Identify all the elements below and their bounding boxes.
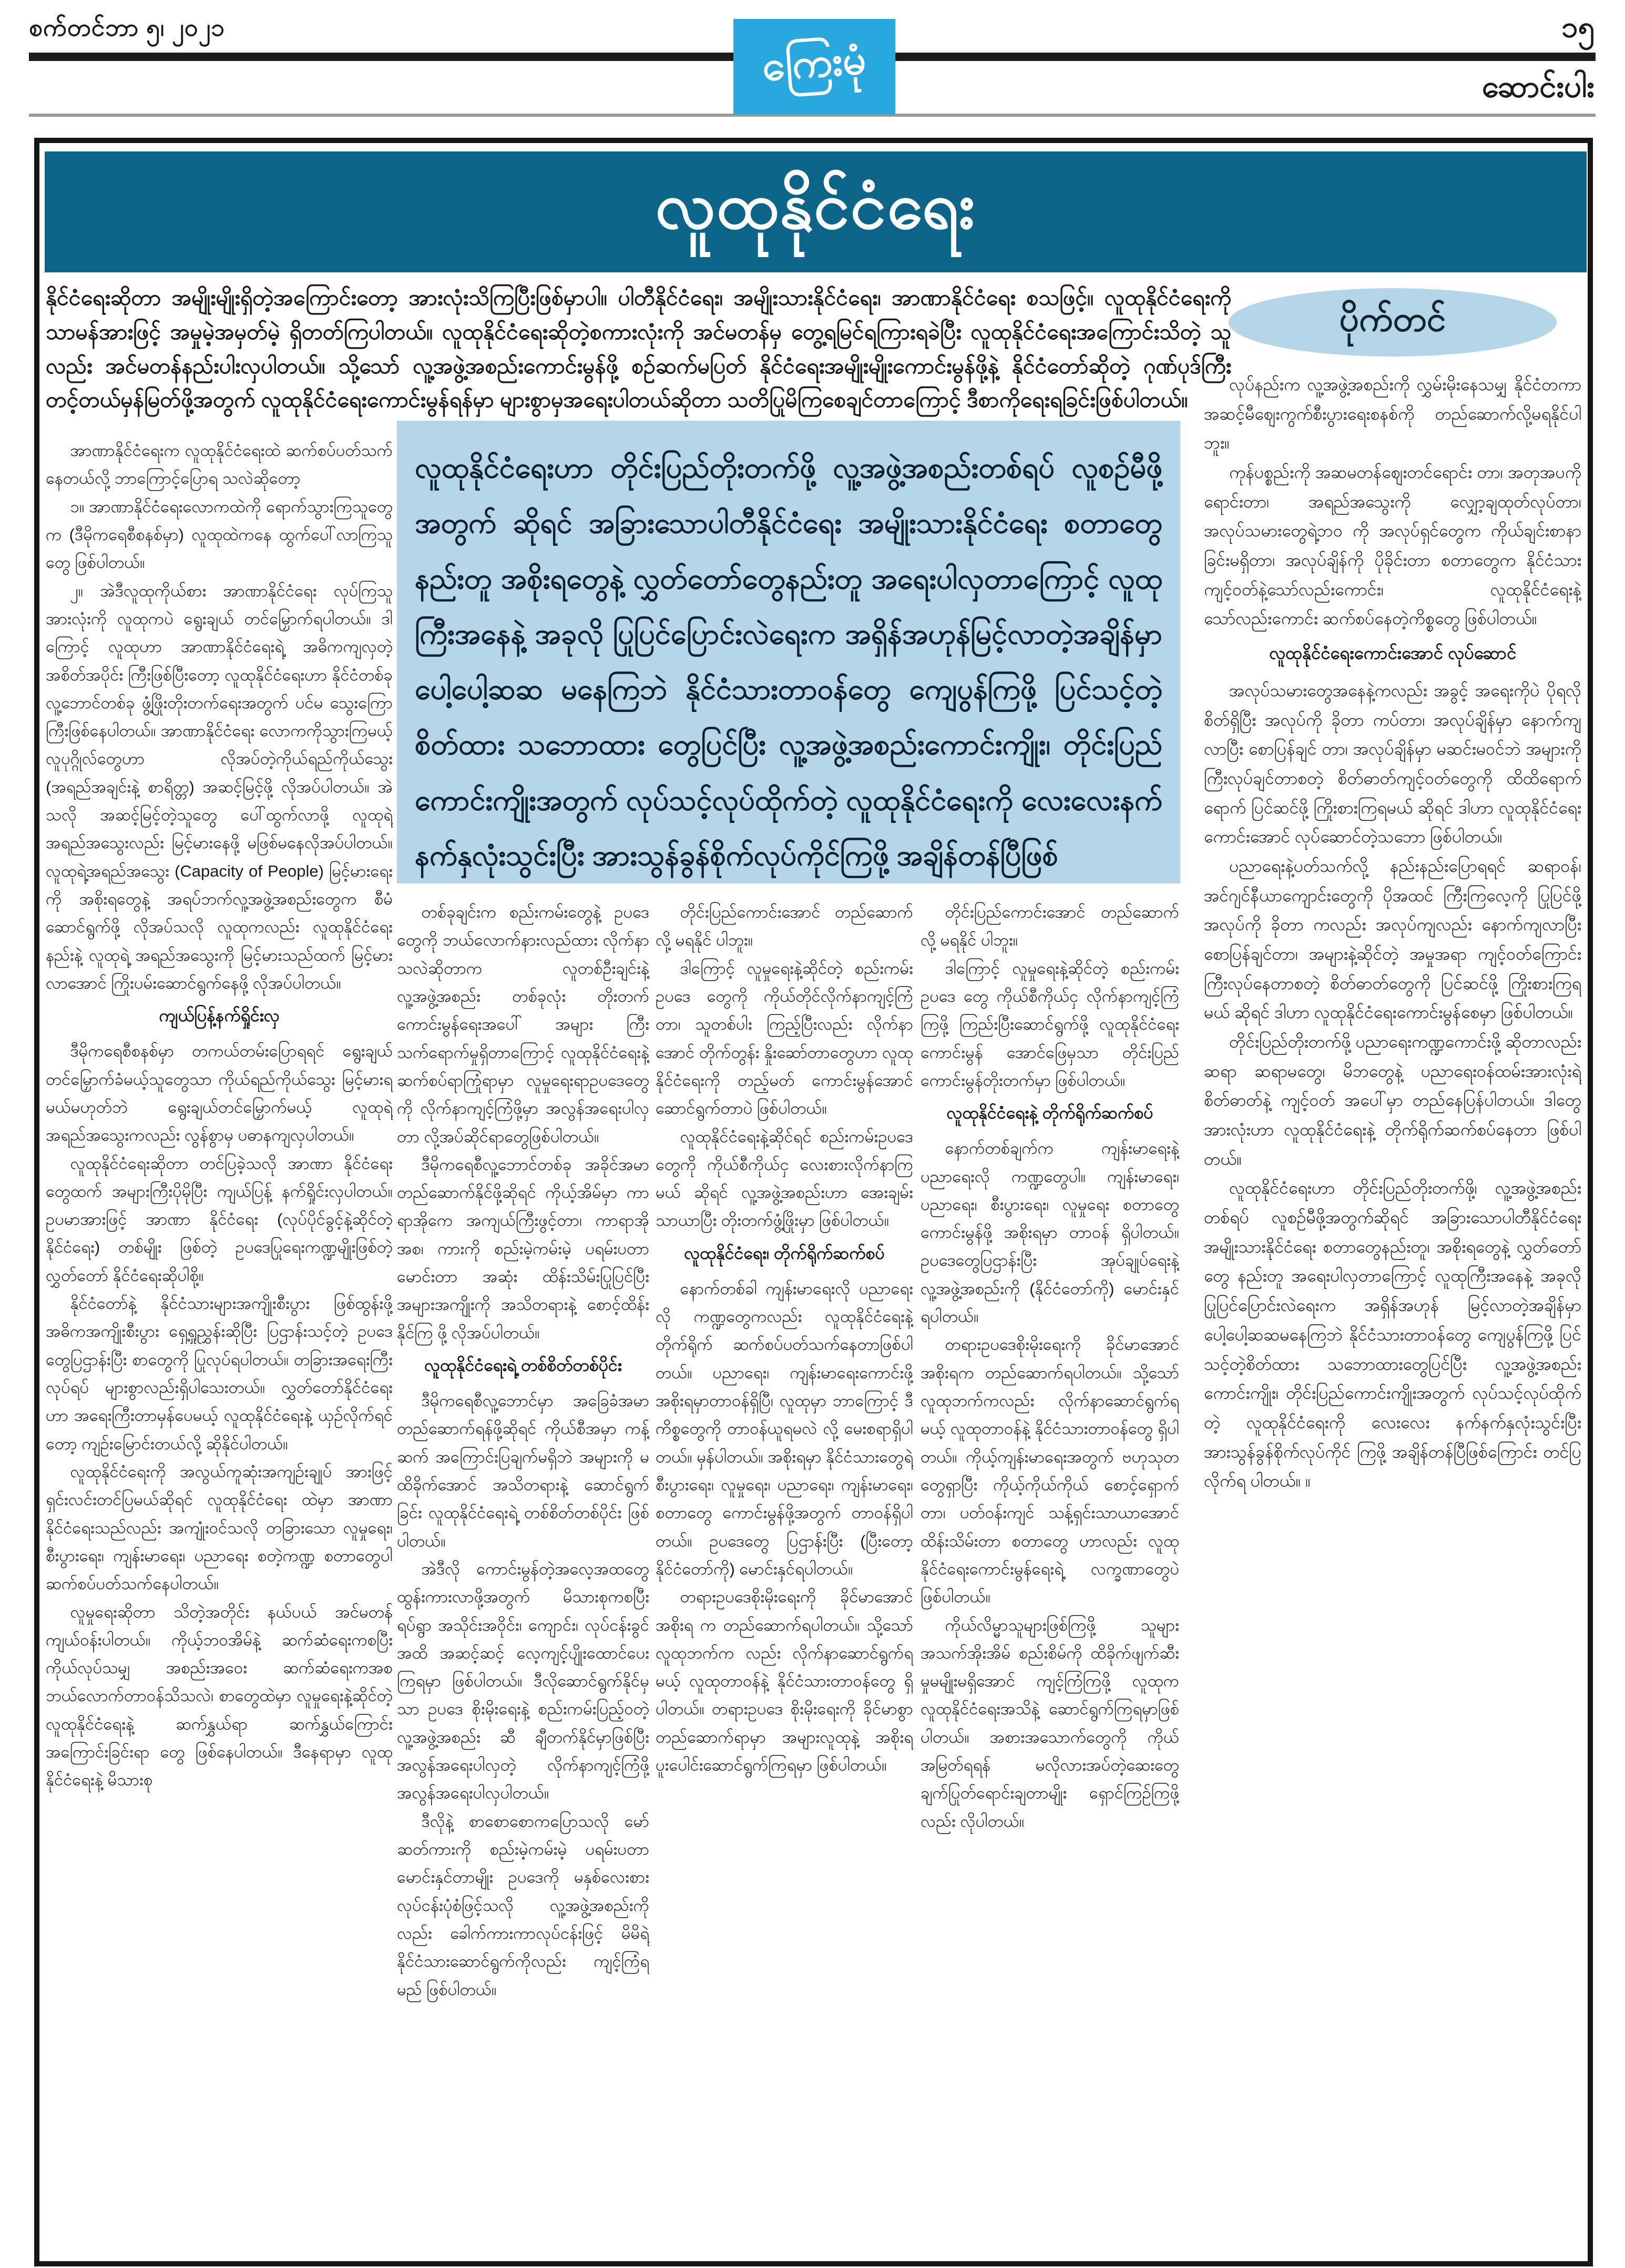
column-subheading: လူထုနိုင်ငံရေး၊ တိုက်ရိုက်ဆက်စပ် [684,1243,885,1263]
body-paragraph: နောက်တစ်ခါ ကျန်းမာရေးလို ပညာရေးလို ကဏ္ဍတွေကလည်း လူထုနိုင်ငံရေးနဲ့ တိုက်ရိုက် ဆက်စပ်ပတ်သက်နေတာဖြစ်ပါတယ်။ ပညာရေး၊ ကျန်းမာရေးကောင်းဖို့ အစိုးရမှာတာဝန်ရှိပြီ၊ လူထုမှာ ဘာကြောင့် ဒီကိစ္စတွေကို တာဝန်ယူရမလဲ လို့ မေးစရာရှိပါတယ်။ မှန်ပါတယ်။ အစိုးရမှာ နိုင်ငံသားတွေရဲ့ စီးပွားရေး၊ လူမှုရေး၊ ပညာရေး၊ ကျန်းမာရေး၊ စတာတွေ ကောင်းမွန်ဖို့အတွက် တာဝန်ရှိပါတယ်။ ဥပဒေတွေ ပြဌာန်းပြီး (ပြီးတော့ နိုင်ငံတော်ကို) မောင်းနှင်ရပါတယ်။ [656,1279,913,1578]
body-paragraph: လုပ်နည်းက လူ့အဖွဲ့အစည်းကို လွှမ်းမိုးနေသမျှ နိုင်ငံတကာ အဆင့်မီဈေးကွက်စီးပွားရေးစနစ်ကို တည်ဆောက်လို့မရနိုင်ပါဘူး။ [1204,375,1581,453]
body-column-1 [46,436,393,2252]
body-paragraph: ၁။ အာဏာနိုင်ငံရေးလောကထဲကို ရောက်သွားကြသူတွေက (ဒီမိုကရေစီစနစ်မှာ) လူထုထဲကနေ ထွက်ပေါ်လာကြသူတွေ ဖြစ်ပါတယ်။ [46,497,393,572]
body-paragraph: ဒီမိုကရေစီစနစ်မှာ တကယ်တမ်းပြောရရင် ရွေးချယ်တင်မြှောက်ခံမယ့်သူတွေသာ ကိုယ်ရည်ကိုယ်သွေး မြင့်မားရမယ်မဟုတ်ဘဲ ရွေးချယ်တင်မြှောက်မယ့် လူထုရဲ့အရည်အသွေးကလည်း လွန်စွာမှ ပဓာနကျလှပါတယ်။ [46,1042,393,1145]
body-paragraph: ဒီမိုကရေစီလူ့ဘောင်တစ်ခု အခိုင်အမာ တည်ဆောက်နိုင်ဖို့ဆိုရင် ကိုယ့်အိမ်မှာ ကာရာအိုကေ အကျယ်ကြီးဖွင့်တာ၊ ကာရာအို အစ၊ ကားကို စည်းမဲ့ကမ်းမဲ့ ပရမ်းပတာ မောင်းတာ အဆုံး ထိန်းသိမ်းပြုပြင်ပြီး အများအကျိုးကို အသိတရားနဲ့ စောင့်ထိန်းနိုင်ကြ ဖို့ လိုအပ်ပါတယ်။ [397,1155,649,1342]
body-paragraph: လူထုနိုင်ငံရေးဟာ တိုင်းပြည်တိုးတက်ဖို့၊ လူ့အဖွဲ့အစည်းတစ်ရပ် လူစဉ်မီဖို့အတွက်ဆိုရင် အခြားသောပါတီနိုင်ငံရေး အမျိုးသားနိုင်ငံရေး စတာတွေနည်းတူ၊ အစိုးရတွေနဲ့ လွှတ်တော်တွေ နည်းတူ အရေးပါလှတာကြောင့် လူထုကြီးအနေနဲ့ အခုလို ပြုပြင်ပြောင်းလဲရေးက အရှိန်အဟုန် မြင့်လာတဲ့အချိန်မှာ ပေါ့ပေါ့ဆဆမနေကြဘဲ နိုင်ငံသားတာဝန်တွေ ကျေပွန်ကြဖို့ ပြင်သင့်တဲ့စိတ်ထား သဘောထားတွေပြင်ပြီး လူ့အဖွဲ့အစည်း ကောင်းကျိုး၊ တိုင်းပြည်ကောင်းကျိုးအတွက် လုပ်သင့်လုပ်ထိုက်တဲ့ လူထုနိုင်ငံရေးကို လေးလေး နက်နက်နှလုံးသွင်းပြီး အားသွန်ခွန်စိုက်လုပ်ကိုင် ကြဖို့ အချိန်တန်ပြီဖြစ်ကြောင်း တင်ပြလိုက်ရ ပါတယ်။ ။ [1204,1178,1581,1491]
column-subheading: ကျယ်ပြန့်နက်ရှိုင်းလှ [159,1006,280,1025]
body-column-3 [656,898,913,2252]
issue-date: စက်တင်ဘာ ၅၊ ၂၀၂၁ [29,14,226,41]
body-paragraph: အာဏာနိုင်ငံရေးက လူထုနိုင်ငံရေးထဲ ဆက်စပ်ပတ်သက်နေတယ်လို့ ဘာကြောင့်ပြောရ သလဲဆိုတော့ [46,441,393,488]
article-title-bar [45,151,1587,272]
body-paragraph: တိုင်းပြည်ကောင်းအောင် တည်ဆောက်လို့ မရနိုင် ပါဘူး။ [921,903,1179,950]
body-column-2 [397,898,649,2252]
body-paragraph: တစ်ခုချင်းက စည်းကမ်းတွေနဲ့ ဥပဒေတွေကို ဘယ်လောက်နားလည်ထား လိုက်နာသလဲဆိုတာက လူတစ်ဦးချင်းနဲ့ လူ့အဖွဲ့အစည်း တစ်ခုလုံး တိုးတက်ကောင်းမွန်ရေးအပေါ် အများ ကြီးသက်ရောက်မှုရှိတာကြောင့် လူထုနိုင်ငံရေးနဲ့ ဆက်စပ်ရာကြုံရာမှာ လူမှုရေးရာဥပဒေတွေကို လိုက်နာကျင့်ကြံဖို့မှာ အလွန်အရေးပါလှတာ လို့အပ်ဆိုင်ရာတွေဖြစ်ပါတယ်။ [397,903,649,1146]
column-subheading: လူထုနိုင်ငံရေးနဲ့ တိုက်ရိုက်ဆက်စပ် [946,1103,1153,1123]
body-paragraph: တရားဥပဒေစိုးမိုးရေးကို ခိုင်မာအောင် အစိုးရ က တည်ဆောက်ရပါတယ်။ သို့သော် လူထုဘက်က လည်း လိုက်နာဆောင်ရွက်ရမယ့် လူထုတာဝန်နဲ့ နိုင်ငံသားတာဝန်တွေ ရှိပါတယ်။ တရားဥပဒေ စိုးမိုးရေးကို ခိုင်မာစွာတည်ဆောက်ရာမှာ အများလူထုနဲ့ အစိုးရ ပူးပေါင်းဆောင်ရွက်ကြရမှာ ဖြစ်ပါတယ်။ [656,1588,913,1775]
author-byline-oval [1229,288,1557,357]
body-paragraph: ကုန်ပစ္စည်းကို အဆမတန်ဈေးတင်ရောင်း တာ၊ အတုအပကို ရောင်းတာ၊ အရည်အသွေးကို လျှော့ချထုတ်လုပ်တာ၊ အလုပ်သမားတွေရဲ့ဘဝ ကို အလုပ်ရှင်တွေက ကိုယ်ချင်းစာနာခြင်းမရှိတာ၊ အလုပ်ချိန်ကို ပိုခိုင်းတာ စတာတွေက နိုင်ငံသား ကျင့်ဝတ်နဲ့သော်လည်းကောင်း၊ လူထုနိုင်ငံရေးနဲ့ သော်လည်းကောင်း ဆက်စပ်နေတဲ့ကိစ္စတွေ ဖြစ်ပါတယ်။ [1204,463,1581,628]
pull-quote-box [397,421,1180,883]
body-paragraph: နိုင်ငံတော်နဲ့ နိုင်ငံသားများအကျိုးစီးပွား ဖြစ်ထွန်းဖို့ အဓိကအကျိုးစီးပွား ရှေ့ရှုညွှန်းဆိုပြီး ပြဌာန်းသင့်တဲ့ ဥပဒေတွေပြဌာန်းပြီး စာတွေကို ပြုလုပ်ရပါတယ်။ တခြားအရေးကြီးလုပ်ရပ် များစွာလည်းရှိပါသေးတယ်။ လွှတ်တော်နိုင်ငံရေး ဟာ အရေးကြီးတာမှန်ပေမယ့် လူထုနိုင်ငံရေးနဲ့ ယှဉ်လိုက်ရင်တော့ ကျဉ်းမြောင်းတယ်လို့ ဆိုနိုင်ပါတယ်။ [46,1294,393,1453]
lead-paragraph: နိုင်ငံရေးဆိုတာ အမျိုးမျိုးရှိတဲ့အကြောင်းတော့ အားလုံးသိကြပြီးဖြစ်မှာပါ။ ပါတီနိုင်ငံရေး၊ အမျိုးသားနိုင်ငံရေး၊ အာဏာနိုင်ငံရေး စသဖြင့်။ လူထုနိုင်ငံရေးကို သာမန်အားဖြင့် အမှုမဲ့အမှတ်မဲ့ ရှိတတ်ကြပါတယ်။ လူထုနိုင်ငံရေးဆိုတဲ့စကားလုံးကို အင်မတန်မှ တွေ့ရမြင်ရကြားရခဲပြီး လူထုနိုင်ငံရေးအကြောင်းသိတဲ့ သူလည်း အင်မတန်နည်းပါးလှပါတယ်။ သို့သော် လူ့အဖွဲ့အစည်းကောင်းမွန်ဖို့ စဉ်ဆက်မပြတ် နိုင်ငံရေးအမျိုးမျိုးကောင်းမွန်ဖို့နဲ့ နိုင်ငံတော်ဆိုတဲ့ ဂုဏ်ပုဒ်ကြီး တင့်တယ်မှန်မြတ်ဖို့အတွက် လူထုနိုင်ငံရေးကောင်းမွန်ရန်မှာ များစွာမှအရေးပါတယ်ဆိုတာ သတိပြုမိကြစေချင်တာကြောင့် ဒီစာကိုရေးရခြင်းဖြစ်ပါတယ်။ [46,286,1231,412]
body-paragraph: နောက်တစ်ချက်က ကျန်းမာရေးနဲ့ ပညာရေးလို ကဏ္ဍတွေပါ။ ကျန်းမာရေး၊ ပညာရေး၊ စီးပွားရေး၊ လူမှုရေး စတာတွေ ကောင်းမွန်ဖို့ အစိုးရမှာ တာဝန် ရှိပါတယ်။ ဥပဒေတွေပြဌာန်းပြီး အုပ်ချုပ်ရေးနဲ့ လူ့အဖွဲ့အစည်းကို (နိုင်ငံတော်ကို) မောင်းနှင် ရပါတယ်။ [921,1139,1179,1326]
body-paragraph: ဒီမိုကရေစီလူ့ဘောင်မှာ အခြေခံအမာ တည်ဆောက်ရန်ဖို့ဆိုရင် ကိုယ်စီအမှာ ကန့်ဆက် အကြောင်းပြချက်မရှိဘဲ အများကို မထိခိုက်အောင် အသိတရားနဲ့ ဆောင်ရွက်ခြင်း လူထုနိုင်ငံရေးရဲ့ တစ်စိတ်တစ်ပိုင်း ဖြစ်ပါတယ်။ [397,1391,649,1550]
article-title: လူထုနိုင်ငံရေး [655,170,976,241]
section-label: ဆောင်းပါး [1482,69,1595,104]
body-paragraph: ၂။ အဲဒီလူထုကိုယ်စား အာဏာနိုင်ငံရေး လုပ်ကြသူအားလုံးကို လူထုကပဲ ရွေးချယ် တင်မြှောက်ရပါတယ်။ ဒါကြောင့် လူထုဟာ အာဏာနိုင်ငံရေးရဲ့ အဓိကကျလှတဲ့ အစိတ်အပိုင်း ကြီးဖြစ်ပြီးတော့ လူထုနိုင်ငံရေးဟာ နိုင်ငံတစ်ခု လူ့ဘောင်တစ်ခု ဖွံ့ဖြိုးတိုးတက်ရေးအတွက် ပင်မ သွေးကြောကြီးဖြစ်နေပါတယ်။ အာဏာနိုင်ငံရေး လောကကိုသွားကြမယ့် လူပုဂ္ဂိုလ်တွေဟာ လိုအပ်တဲ့ကိုယ်ရည်ကိုယ်သွေး (အရည်အချင်းနဲ့ စာရိတ္တ) အဆင့်မြင့်ဖို့ လိုအပ်ပါတယ်။ အဲသလို အဆင့်မြင့်တဲ့သူတွေ ပေါ်ထွက်လာဖို့ လူထုရဲ့အရည်အသွေးလည်း မြင့်မားနေဖို့ မဖြစ်မနေလိုအပ်ပါတယ်။ လူထုရဲ့အရည်အသွေး (Capacity of People) မြင့်မားရေးကို အစိုးရတွေနဲ့ အရပ်ဘက်လူ့အဖွဲ့အစည်းတွေက စီမံဆောင်ရွက်ဖို့ လိုအပ်သလို လူထုကလည်း လူထုနိုင်ငံရေးနည်းနဲ့ လူထုရဲ့ အရည်အသွေးကို မြင့်မားသည်ထက် မြင့်မားလာအောင် ကြိုးပမ်းဆောင်ရွက်နေဖို့ လိုအပ်ပါတယ်။ [46,581,393,992]
body-paragraph: ကိုယ်လိမ္မာသူများဖြစ်ကြဖို့ သူများအသက်အိုးအိမ် စည်းစိမ်ကို ထိခိုက်ဖျက်ဆီးမှုမမျိုးမရှိအောင် ကျင့်ကြံကြဖို့ လူထုက လူထုနိုင်ငံရေးအသိနဲ့ ဆောင်ရွက်ကြရမှာဖြစ်ပါတယ်။ အစားအသောက်တွေကို ကိုယ်အမြတ်ရရန် မလိုလားအပ်တဲ့ဆေးတွေ ချက်ပြုတ်ရောင်းချတာမျိုး ရှောင်ကြဉ်ကြဖို့လည်း လိုပါတယ်။ [921,1615,1179,1830]
body-paragraph: ဒါကြောင့် လူမှုရေးနဲ့ဆိုင်တဲ့ စည်းကမ်းဥပဒေ တွေ ကိုယ်စီကိုယ်ငှ လိုက်နာကျင့်ကြံကြဖို့ ကြည်းပြီးဆောင်ရွက်ဖို့ လူထုနိုင်ငံရေးကောင်းမွန် အောင်ဖြေမှသာ တိုင်းပြည်ကောင်းမွန်တိုးတက်မှာ ဖြစ်ပါတယ်။ [921,959,1179,1090]
body-paragraph: တရားဥပဒေစိုးမိုးရေးကို ခိုင်မာအောင် အစိုးရက တည်ဆောက်ရပါတယ်။ သို့သော် လူထုဘက်ကလည်း လိုက်နာဆောင်ရွက်ရမယ့် လူထုတာဝန်နဲ့ နိုင်ငံသားတာဝန်တွေ ရှိပါတယ်။ ကိုယ့်ကျန်းမာရေးအတွက် ဗဟုသုတတွေရှာပြီး ကိုယ့်ကိုယ်ကိုယ် စောင့်ရှောက်တာ၊ ပတ်ဝန်းကျင် သန့်ရှင်းသာယာအောင် ထိန်းသိမ်းတာ စတာတွေ ဟာလည်း လူထုနိုင်ငံရေးကောင်းမွန်ရေးရဲ့ လက္ခဏာတွေပဲ ဖြစ်ပါတယ်။ [921,1335,1179,1606]
body-paragraph: တိုင်းပြည်တိုးတက်ဖို့ ပညာရေးကဏ္ဍကောင်းဖို့ ဆိုတာလည်း ဆရာ ဆရာမတွေ၊ မိဘတွေနဲ့ ပညာရေးဝန်ထမ်းအားလုံးရဲ့ စိတ်ဓာတ်နဲ့ ကျင့်ဝတ် အပေါ်မှာ တည်နေပြန်ပါတယ်။ ဒါတွေအားလုံးဟာ လူထုနိုင်ငံရေးနဲ့ တိုက်ရိုက်ဆက်စပ်နေတာ ဖြစ်ပါတယ်။ [1204,1032,1581,1168]
body-paragraph: လူထုနိုင်ငံရေးနဲ့ဆိုင်ရင် စည်းကမ်းဥပဒေ တွေကို ကိုယ်စီကိုယ်ငှ လေးစားလိုက်နာကြမယ် ဆိုရင် လူ့အဖွဲ့အစည်းဟာ အေးချမ်းသာယာပြီး တိုးတက်ဖွံ့ဖြိုးမှာ ဖြစ်ပါတယ်။ [656,1127,913,1230]
body-paragraph: ဒီလိုနဲ့ စာစောစောကပြောသလို မော်ဆတ်ကားကို စည်းမဲ့ကမ်းမဲ့ ပရမ်းပတာမောင်းနှင်တာမျိုး ဥပဒေကို မနှစ်လေးစားလုပ်ငန်းပုံစံဖြင့်သလို လူ့အဖွဲ့အစည်းကိုလည်း ခေါက်ကားကာလုပ်ငန်းဖြင့် မိမိရဲ့ နိုင်ငံသားဆောင်ရွက်ကိုလည်း ကျင့်ကြံရမည် ဖြစ်ပါတယ်။ [397,1812,649,1999]
newspaper-logo-text: ကြေးမုံ [760,35,868,89]
page-number: ၁၅ [1561,10,1595,43]
body-paragraph: ပညာရေးနဲ့ပတ်သက်လို့ နည်းနည်းပြောရရင် ဆရာဝန်၊ အင်ဂျင်နီယာကျောင်းတွေကို ပိုအထင် ကြီးကြလေ့ကို ပြုပြင်ဖို့ အလုပ်ကို ခိုတာ ကလည်း အလုပ်ကျလည်း နောက်ကျလာပြီး စောပြန်ချင်တာ၊ အများနဲ့ဆိုင်တဲ့ အမှုအရာ ကျင့်ဝတ်ကြောင်း ကြီးလုပ်နေတာစတဲ့ စိတ်ဓာတ်တွေကို ပြင်ဆင်ဖို့ ကြိုးစားကြရမယ် ဆိုရင် ဒါဟာ လူထုနိုင်ငံရေးကောင်းမွန်စေမှာ ဖြစ်ပါတယ်။ [1204,857,1581,1022]
body-paragraph: ဒါကြောင့် လူမှုရေးနဲ့ဆိုင်တဲ့ စည်းကမ်းဥပဒေ တွေကို ကိုယ်တိုင်လိုက်နာကျင့်ကြံတာ၊ သူတစ်ပါး ကြည့်ပြီးလည်း လိုက်နာအောင် တိုက်တွန်း နှိုးဆော်တာတွေဟာ လူထုနိုင်ငံရေးကို တည့်မတ် ကောင်းမွန်အောင် ဆောင်ရွက်တာပဲ ဖြစ်ပါတယ်။ [656,959,913,1118]
body-column-4 [921,898,1179,2252]
column-subheading: လူထုနိုင်ငံရေးရဲ့ တစ်စိတ်တစ်ပိုင်း [424,1356,622,1375]
sidebar-text [1204,370,1581,2242]
body-paragraph: အလုပ်သမားတွေအနေနဲ့ကလည်း အခွင့် အရေးကိုပဲ ပိုရလိုစိတ်ရှိပြီး အလုပ်ကို ခိုတာ ကပ်တာ၊ အလုပ်ချိန်မှာ နောက်ကျလာပြီး စောပြန်ချင် တာ၊ အလုပ်ချိန်မှာ မဆင်းမဝင်ဘဲ အများကို ကြီးလုပ်ချင်တာစတဲ့ စိတ်ဓာတ်ကျင့်ဝတ်တွေကို ထိထိရောက်ရောက် ပြင်ဆင်ဖို့ ကြိုးစားကြရမယ် ဆိုရင် ဒါဟာ လူထုနိုင်ငံရေးကောင်းအောင် လုပ်ဆောင်တဲ့သဘော ဖြစ်ပါတယ်။ [1204,681,1581,847]
newspaper-logo [733,19,895,115]
body-paragraph: လူထုနိုင်ငံရေးဆိုတာ တင်ပြခဲ့သလို အာဏာ နိုင်ငံရေးတွေထက် အများကြီးပိုမိုပြီး ကျယ်ပြန့် နက်ရှိုင်းလှပါတယ်။ ဥပမာအားဖြင့် အာဏာ နိုင်ငံရေး (လုပ်ပိုင်ခွင့်နဲ့ဆိုင်တဲ့နိုင်ငံရေး) တစ်မျိုး ဖြစ်တဲ့ ဥပဒေပြုရေးကဏ္ဍမျိုးဖြစ်တဲ့ လွှတ်တော် နိုင်ငံရေးဆိုပါစို့။ [46,1154,393,1285]
body-paragraph: အဲဒီလို ကောင်းမွန်တဲ့အလေ့အထတွေ ထွန်းကားလာဖို့အတွက် မိသားစုကစပြီး ရပ်ရွာ အသိုင်းအဝိုင်း၊ ကျောင်း၊ လုပ်ငန်းခွင်အထိ အဆင့်ဆင့် လေ့ကျင့်ပျိုးထောင်ပေးကြရမှာ ဖြစ်ပါတယ်။ ဒီလိုဆောင်ရွက်နိုင်မှသာ ဥပဒေ စိုးမိုးရေးနဲ့ စည်းကမ်းပြည့်ဝတဲ့ လူ့အဖွဲ့အစည်း ဆီ ချီတက်နိုင်မှာဖြစ်ပြီး အလွန်အရေးပါလှတဲ့ လိုက်နာကျင့်ကြံဖို့ အလွန်အရေးပါလှပါတယ်။ [397,1559,649,1803]
article-frame [34,138,1593,2266]
body-paragraph: တိုင်းပြည်ကောင်းအောင် တည်ဆောက်လို့ မရနိုင် ပါဘူး။ [656,903,913,950]
body-paragraph: လူမှုရေးဆိုတာ သိတဲ့အတိုင်း နယ်ပယ် အင်မတန်ကျယ်ဝန်းပါတယ်။ ကိုယ့်ဘဝအိမ်နဲ့ ဆက်ဆံရေးကစပြီး ကိုယ်လုပ်သမျှ အစည်းအဝေး ဆက်ဆံရေးကအစ ဘယ်လောက်တာဝန်သိသလဲ၊ စာတွေထဲမှာ လူမှုရေးနဲ့ဆိုင်တဲ့ လူထုနိုင်ငံရေးနဲ့ ဆက်နွှယ်ရာ ဆက်နွှယ်ကြောင်း အကြောင်းခြင်းရာ တွေ ဖြစ်နေပါတယ်။ ဒီနေရာမှာ လူထုနိုင်ငံရေးနဲ့ မိသားစု [46,1602,393,1789]
pull-quote-text: လူထုနိုင်ငံရေးဟာ တိုင်းပြည်တိုးတက်ဖို့ လူ့အဖွဲ့အစည်းတစ်ရပ် လူစဉ်မီဖို့အတွက် ဆိုရင် အခြားသောပါတီနိုင်ငံရေး အမျိုးသားနိုင်ငံရေး စတာတွေနည်းတူ အစိုးရတွေနဲ့ လွှတ်တော်တွေနည်းတူ အရေးပါလှတာကြောင့် လူထုကြီးအနေနဲ့ အခုလို ပြုပြင်ပြောင်းလဲရေးက အရှိန်အဟုန်မြင့်လာတဲ့အချိန်မှာ ပေါ့ပေါ့ဆဆ မနေကြဘဲ နိုင်ငံသားတာဝန်တွေ ကျေပွန်ကြဖို့ ပြင်သင့်တဲ့စိတ်ထား သဘောထား တွေပြင်ပြီး လူ့အဖွဲ့အစည်းကောင်းကျိုး၊ တိုင်းပြည်ကောင်းကျိုးအတွက် လုပ်သင့်လုပ်ထိုက်တဲ့ လူထုနိုင်ငံရေးကို လေးလေးနက်နက်နှလုံးသွင်းပြီး အားသွန်ခွန်စိုက်လုပ်ကိုင်ကြဖို့ အချိန်တန်ပြီဖြစ် [415,452,1162,872]
author-name: ပိုက်တင် [1339,299,1446,338]
sidebar-column [1204,288,1581,2252]
body-paragraph: လူထုနိုင်ငံရေးကို အလွယ်ကူဆုံးအကျဉ်းချုပ် အားဖြင့် ရှင်းလင်းတင်ပြမယ်ဆိုရင် လူထုနိုင်ငံရေး ထဲမှာ အာဏာနိုင်ငံရေးသည်လည်း အကျုံးဝင်သလို တခြားသော လူမှုရေး၊ စီးပွားရေး၊ ကျန်းမာရေး၊ ပညာရေး စတဲ့ကဏ္ဍ စတာတွေပါ ဆက်စပ်ပတ်သက်နေပါတယ်။ [46,1462,393,1593]
column-subheading: လူထုနိုင်ငံရေးကောင်းအောင် လုပ်ဆောင် [1269,643,1517,663]
